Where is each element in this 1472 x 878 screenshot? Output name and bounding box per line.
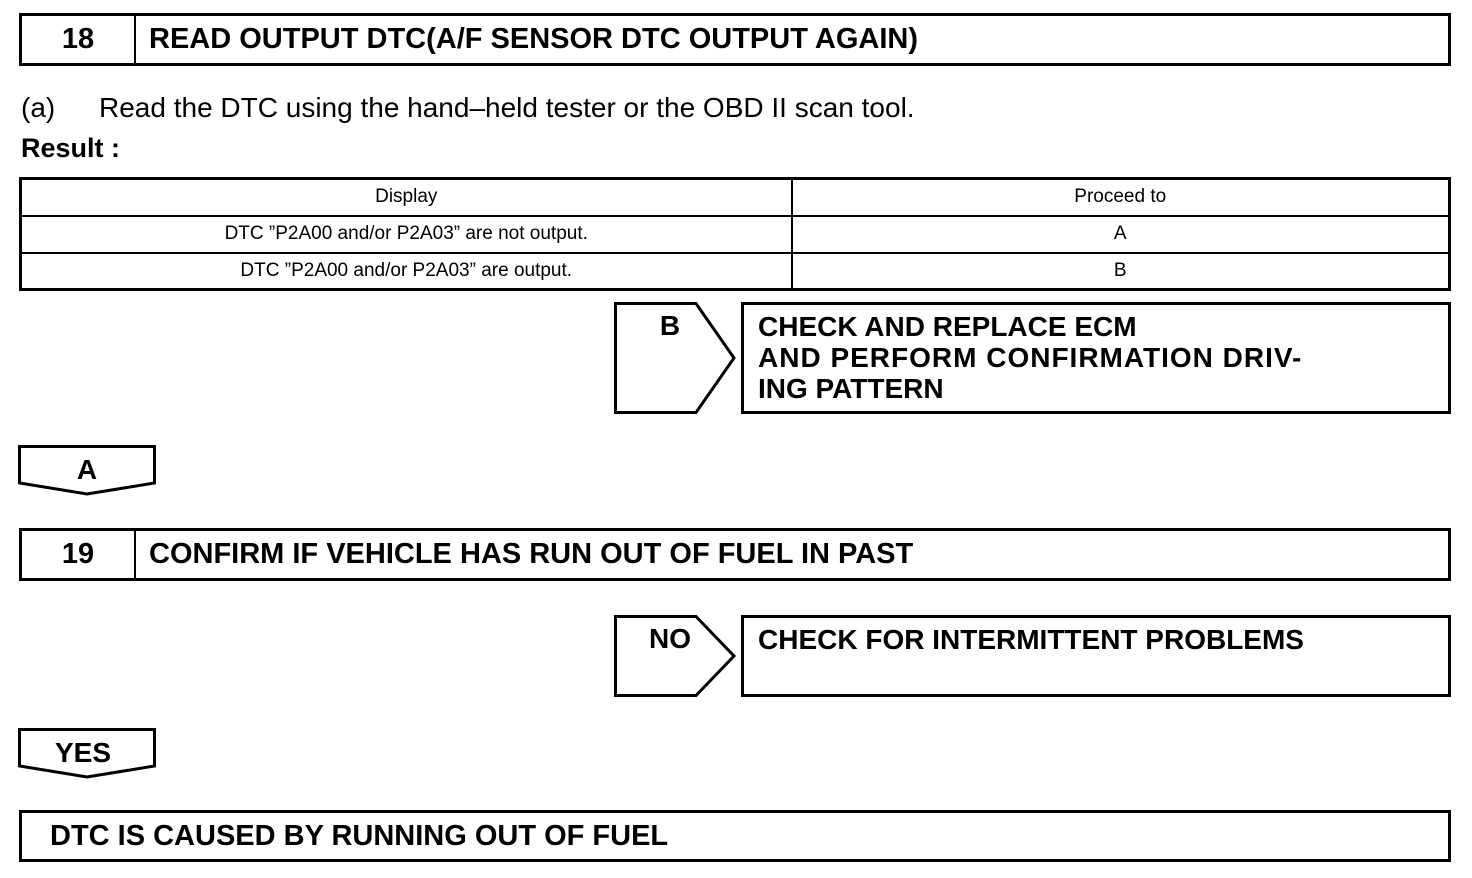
step-number: 18 — [22, 16, 136, 63]
branch-a-label: A — [76, 454, 98, 485]
instruction-text: Read the DTC using the hand–held tester or the OBD II scan tool. — [99, 92, 915, 123]
table-cell: DTC ”P2A00 and/or P2A03” are output. — [21, 253, 792, 290]
table-header-row — [21, 179, 1450, 216]
branch-no-label: NO — [649, 623, 691, 654]
table-cell: B — [792, 253, 1450, 290]
conclusion-box: DTC IS CAUSED BY RUNNING OUT OF FUEL — [19, 810, 1451, 862]
result-label: Result : — [21, 133, 121, 163]
table-header-proceed: Proceed to — [792, 179, 1450, 216]
action-line: CHECK AND REPLACE ECM — [758, 311, 1137, 342]
branch-yes-label: YES — [54, 737, 112, 768]
table-header-display: Display — [21, 179, 792, 216]
action-line: AND PERFORM CONFIRMATION DRIV- — [758, 342, 1303, 373]
instruction — [21, 92, 915, 124]
result-table — [19, 177, 1451, 291]
step-18-header — [19, 13, 1451, 66]
table-cell: A — [792, 216, 1450, 253]
step-number: 19 — [22, 531, 136, 578]
table-cell: DTC ”P2A00 and/or P2A03” are not output. — [21, 216, 792, 253]
branch-no-action-box — [741, 615, 1451, 697]
table-row — [21, 216, 1450, 253]
action-line: CHECK FOR INTERMITTENT PROBLEMS — [758, 624, 1304, 655]
instruction-label: (a) — [21, 92, 56, 123]
branch-b-label: B — [659, 310, 681, 341]
branch-b-action-box — [741, 302, 1451, 414]
table-row — [21, 253, 1450, 290]
step-title: CONFIRM IF VEHICLE HAS RUN OUT OF FUEL IN PAST — [149, 538, 914, 570]
step-19-header — [19, 528, 1451, 581]
step-title: READ OUTPUT DTC(A/F SENSOR DTC OUTPUT AGAIN) — [149, 23, 919, 55]
action-line: ING PATTERN — [758, 373, 944, 404]
